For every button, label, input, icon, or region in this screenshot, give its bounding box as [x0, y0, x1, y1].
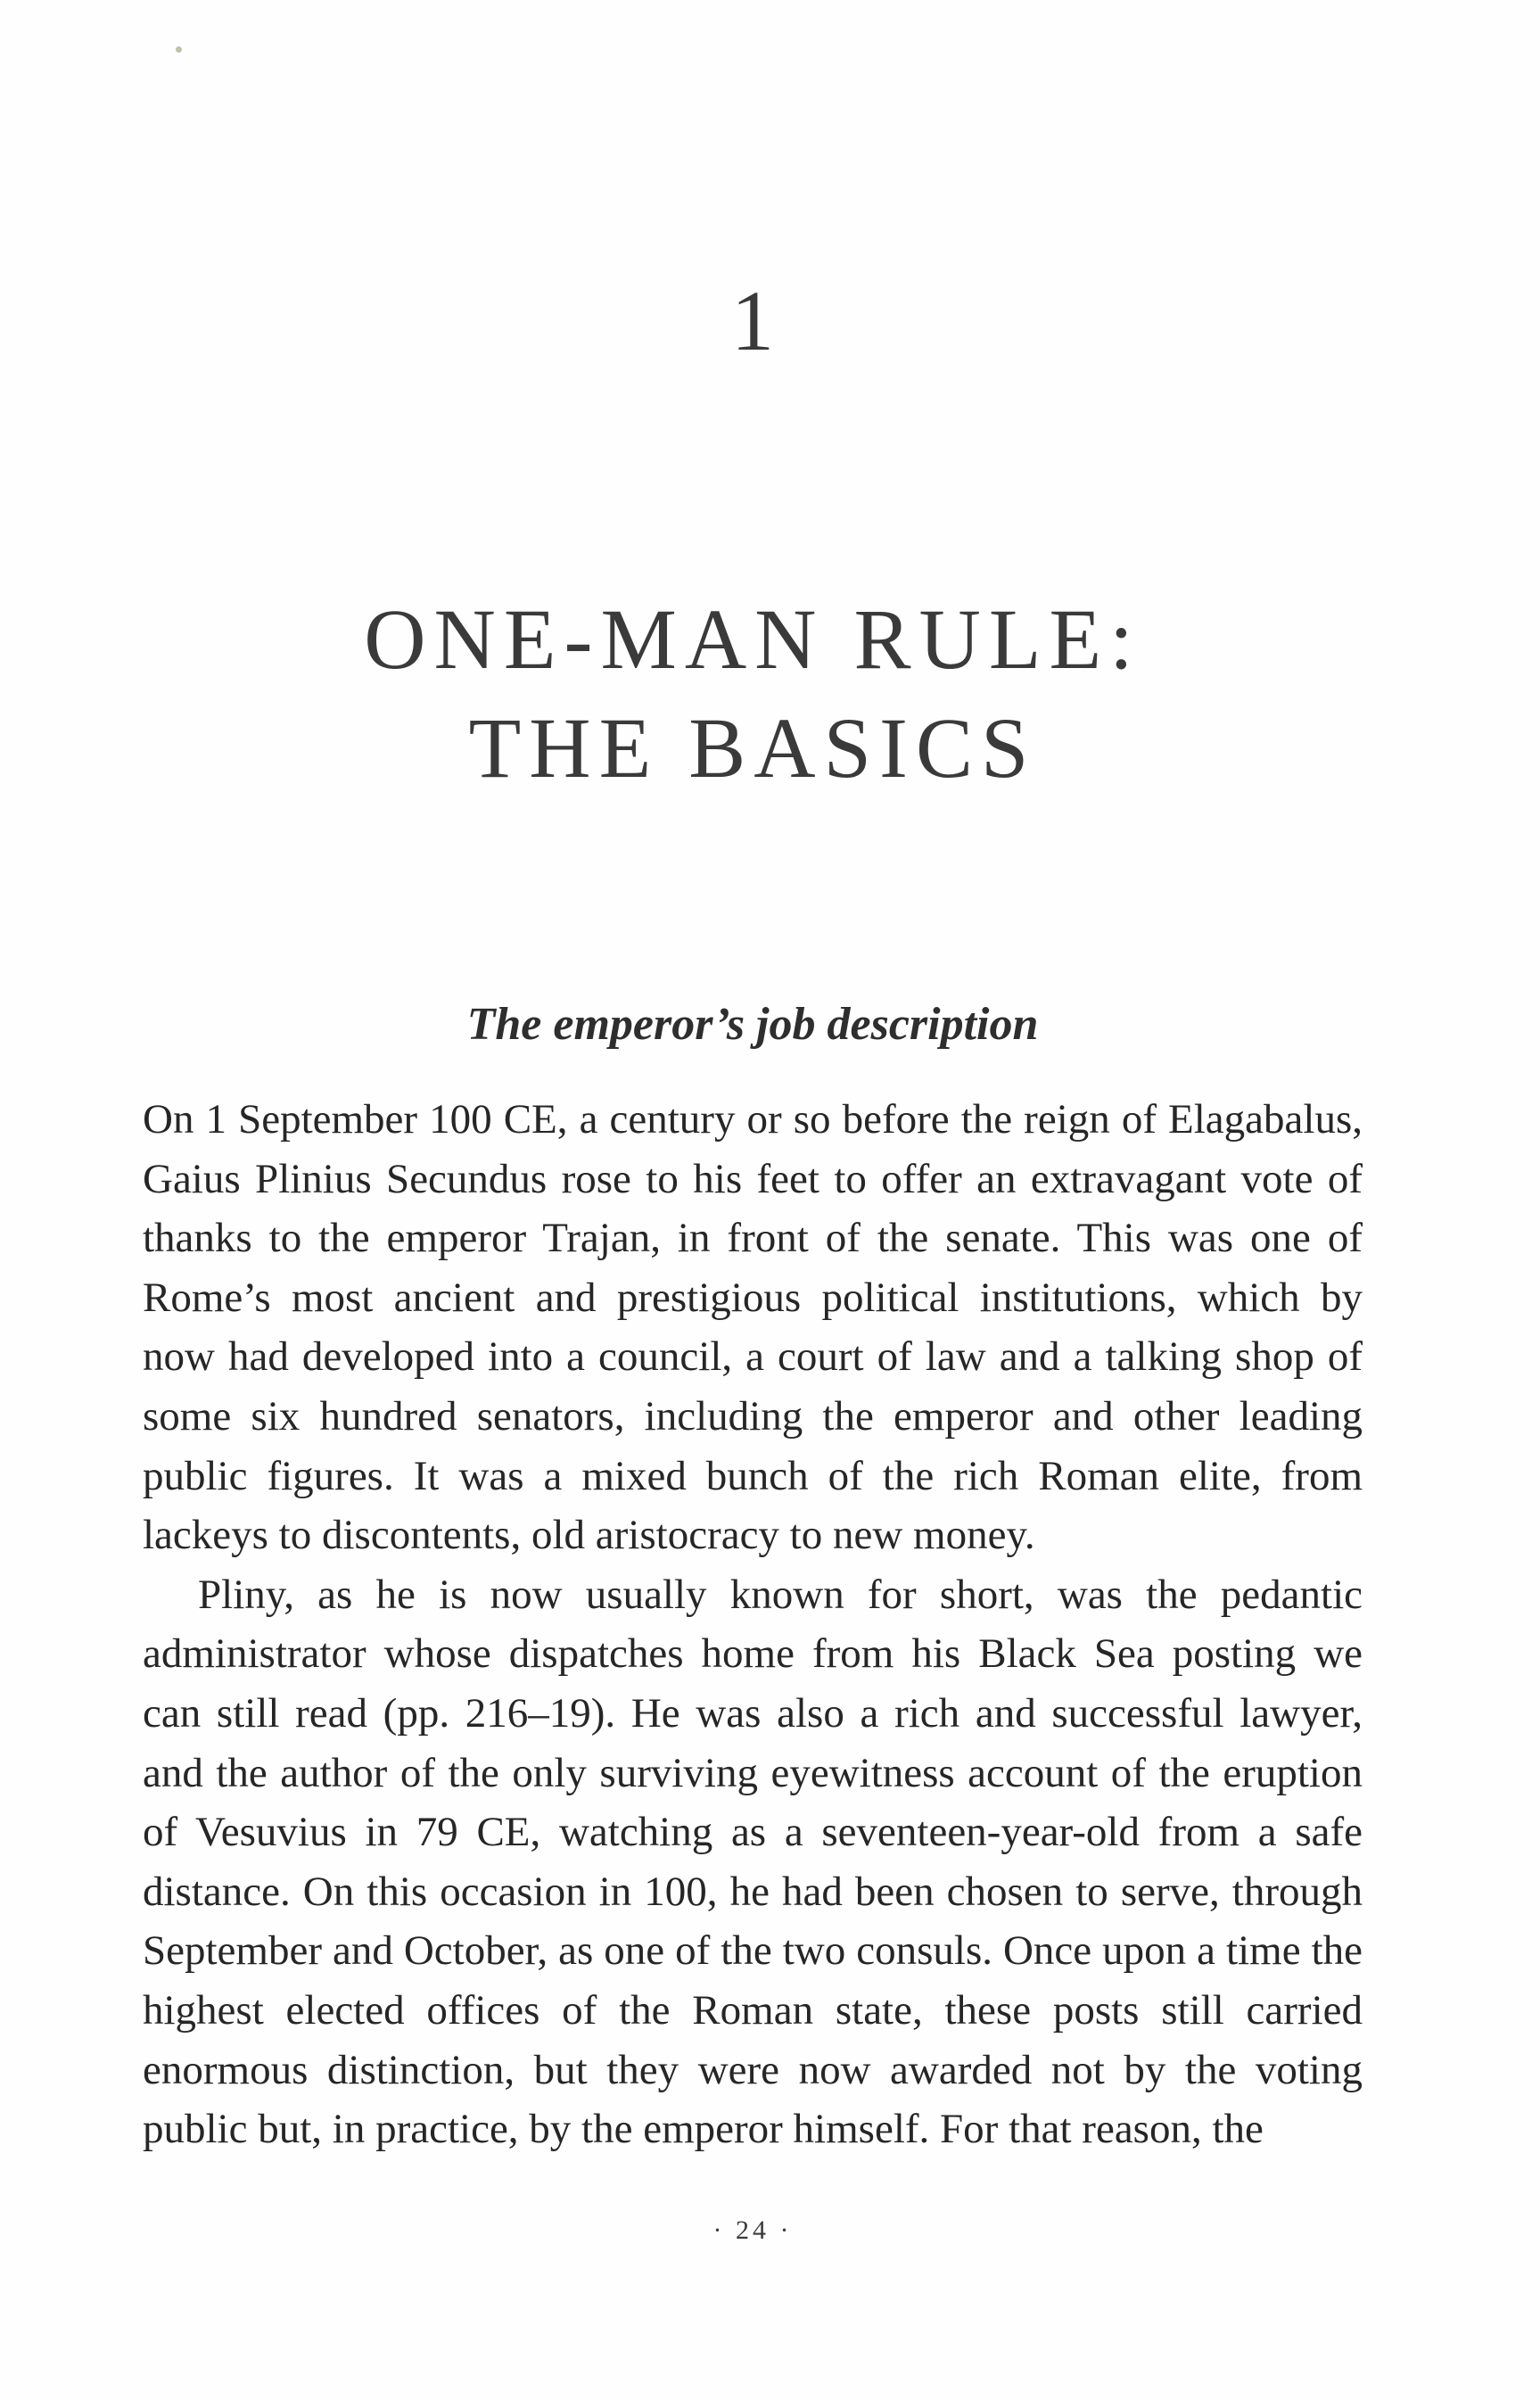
chapter-title: [0, 585, 1505, 803]
chapter-title-line-1: ONE-MAN RULE:: [364, 591, 1141, 688]
section-heading: The emperor’s job description: [466, 999, 1039, 1051]
page-number: · 24 ·: [712, 2215, 793, 2245]
paragraph-2: Pliny, as he is now usually known for short, was the pedantic administrator whose dispatches home from his Black Sea posting we can still read (pp. 216–19). He was also a rich and successful lawyer, and the author of the only surviving eyewitness account of the eruption of Vesuvius in 79 CE, watching as a seventeen-year-old from a safe distance. On this occasion in 100, he had been chosen to serve, through September and October, as one of the two consuls. Once upon a time the highest elected offices of the Roman state, these posts still carried enormous distinction, but they were now awarded not by the voting public but, in practice, by the emperor himself. For that reason, the: [143, 1571, 1363, 2153]
paper-speck: [176, 46, 182, 53]
paragraph-1: On 1 September 100 CE, a century or so before the reign of Elagabalus, Gaius Plinius Secundus rose to his feet to offer an extravagant vote of thanks to the emperor Trajan, in front of the senate. This was one of Rome’s most ancient and prestigious political institutions, which by now had developed into a council, a court of law and a talking shop of some six hundred senators, including the emperor and other leading public figures. It was a mixed bunch of the rich Roman elite, from lackeys to discontents, old aristocracy to new money.: [143, 1096, 1363, 1559]
body-text: [143, 1090, 1363, 2159]
chapter-title-line-2: THE BASICS: [468, 700, 1037, 796]
chapter-number: 1: [731, 273, 774, 368]
